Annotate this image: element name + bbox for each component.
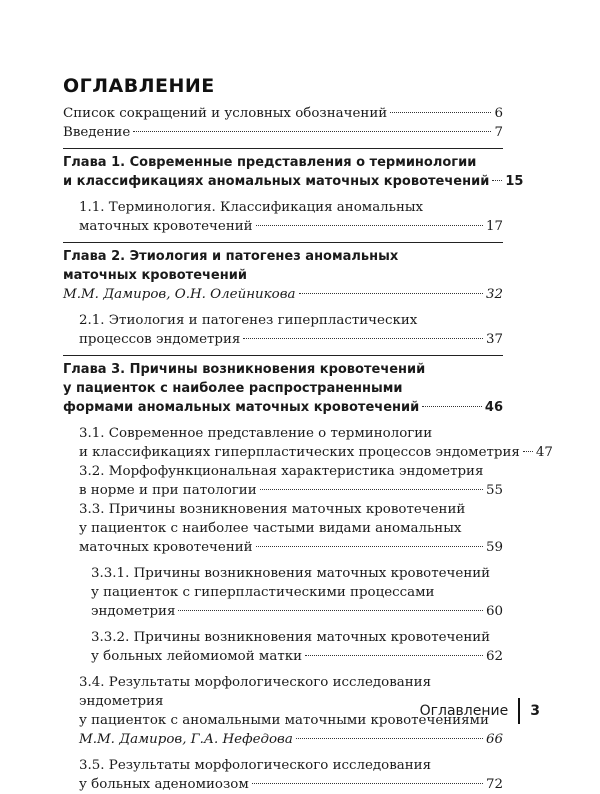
toc-entry-title: 2.1. Этиология и патогенез гиперпластических — [79, 313, 418, 328]
toc-page-number: 17 — [485, 219, 503, 234]
dot-leader — [252, 783, 483, 784]
toc-entry-title: 1.1. Терминология. Классификация аномальных — [79, 200, 424, 215]
toc-entry-title: формами аномальных маточных кровотечений — [63, 400, 420, 415]
toc-page-number: 46 — [484, 400, 503, 415]
toc-page-number: 32 — [485, 287, 503, 302]
toc-heading: ОГЛАВЛЕНИЕ — [63, 75, 215, 97]
footer-divider — [518, 698, 520, 724]
dot-leader — [422, 406, 482, 407]
toc-entry-title: маточных кровотечений — [79, 540, 253, 555]
dot-leader — [523, 451, 533, 452]
toc-entry-title: 3.2. Морфофункциональная характеристика эндометрия — [79, 464, 484, 479]
toc-entry-title: в норме и при патологии — [79, 483, 257, 498]
toc-entry-title: маточных кровотечений — [79, 219, 253, 234]
toc-entry-title: маточных кровотечений — [63, 268, 247, 283]
table-of-contents — [63, 104, 553, 794]
toc-entry-title: 3.3.2. Причины возникновения маточных кровотечений — [91, 630, 491, 645]
toc-entry-title: у пациенток с наиболее частыми видами аномальных — [79, 521, 462, 536]
dot-leader — [256, 225, 483, 226]
toc-entry-title: у пациенток с наиболее распространенными — [63, 381, 403, 396]
toc-entry-title: 3.3. Причины возникновения маточных кровотечений — [79, 502, 466, 517]
dot-leader — [390, 112, 491, 113]
toc-entry-title: у пациенток с гиперпластическими процессами — [91, 585, 435, 600]
toc-page-number: 59 — [485, 540, 503, 555]
toc-entry-authors: М.М. Дамиров, Г.А. Нефедова — [79, 732, 293, 747]
toc-page-number: 66 — [485, 732, 503, 747]
toc-entry-3-3 — [63, 500, 503, 557]
section-divider — [63, 242, 503, 243]
dot-leader — [256, 546, 483, 547]
toc-page-number: 7 — [494, 125, 503, 140]
section-divider — [63, 148, 503, 149]
toc-entry-authors-3-4 — [63, 730, 503, 749]
dot-leader — [299, 293, 483, 294]
toc-entry-title: Глава 1. Современные представления о терминологии — [63, 155, 477, 170]
toc-entry-title: эндометрия — [91, 604, 176, 619]
toc-page-number: 62 — [485, 649, 503, 664]
toc-entry-3-3-1 — [63, 564, 503, 621]
dot-leader — [492, 180, 502, 181]
toc-page-number: 37 — [485, 332, 503, 347]
toc-entry-chapter-3 — [63, 360, 503, 417]
toc-entry-title: Глава 2. Этиология и патогенез аномальных — [63, 249, 399, 264]
toc-entry-3-2 — [63, 462, 503, 500]
toc-page-number: 15 — [505, 174, 524, 189]
toc-page-number: 6 — [494, 106, 503, 121]
toc-entry-title: у больных аденомиозом — [79, 777, 249, 792]
toc-entry-1-1 — [63, 198, 503, 236]
toc-entry-title: у больных лейомиомой матки — [91, 649, 303, 664]
toc-entry-authors: М.М. Дамиров, О.Н. Олейникова — [63, 287, 296, 302]
toc-entry-title: Глава 3. Причины возникновения кровотечений — [63, 362, 426, 377]
toc-page-number: 55 — [485, 483, 503, 498]
toc-entry-title: и классификациях аномальных маточных кровотечений — [63, 174, 490, 189]
dot-leader — [178, 610, 483, 611]
section-divider — [63, 355, 503, 356]
toc-entry-title: и классификациях гиперпластических процессов эндометрия — [79, 445, 520, 460]
toc-entry-2-1 — [63, 311, 503, 349]
toc-page-number: 60 — [485, 604, 503, 619]
toc-page-number: 72 — [485, 777, 503, 792]
dot-leader — [133, 131, 491, 132]
toc-entry-title: 3.5. Результаты морфологического исследования — [79, 758, 432, 773]
dot-leader — [243, 338, 483, 339]
dot-leader — [305, 655, 483, 656]
toc-entry-title: Введение — [63, 125, 131, 140]
dot-leader — [260, 489, 483, 490]
footer-section-label: Оглавление — [419, 703, 509, 719]
toc-entry-chapter-1 — [63, 153, 524, 191]
toc-entry-title: процессов эндометрия — [79, 332, 241, 347]
toc-entry-chapter-2 — [63, 247, 503, 285]
dot-leader — [296, 738, 483, 739]
toc-entry-title: у пациенток с аномальными маточными кровотечениями — [79, 713, 489, 728]
toc-entry-3-1 — [63, 424, 553, 462]
toc-entry-abbreviations — [63, 104, 503, 123]
toc-entry-3-5 — [63, 756, 503, 794]
toc-entry-3-3-2 — [63, 628, 503, 666]
toc-page-number: 47 — [535, 445, 553, 460]
footer-page-number: 3 — [530, 703, 540, 719]
toc-entry-title: 3.3.1. Причины возникновения маточных кровотечений — [91, 566, 491, 581]
toc-entry-title: 3.4. Результаты морфологического исследования эндометрия — [79, 675, 432, 709]
toc-entry-authors-ch2 — [63, 285, 503, 304]
toc-entry-title: 3.1. Современное представление о терминологии — [79, 426, 433, 441]
toc-entry-title: Список сокращений и условных обозначений — [63, 106, 388, 121]
page-footer — [420, 698, 540, 724]
toc-entry-introduction — [63, 123, 503, 142]
